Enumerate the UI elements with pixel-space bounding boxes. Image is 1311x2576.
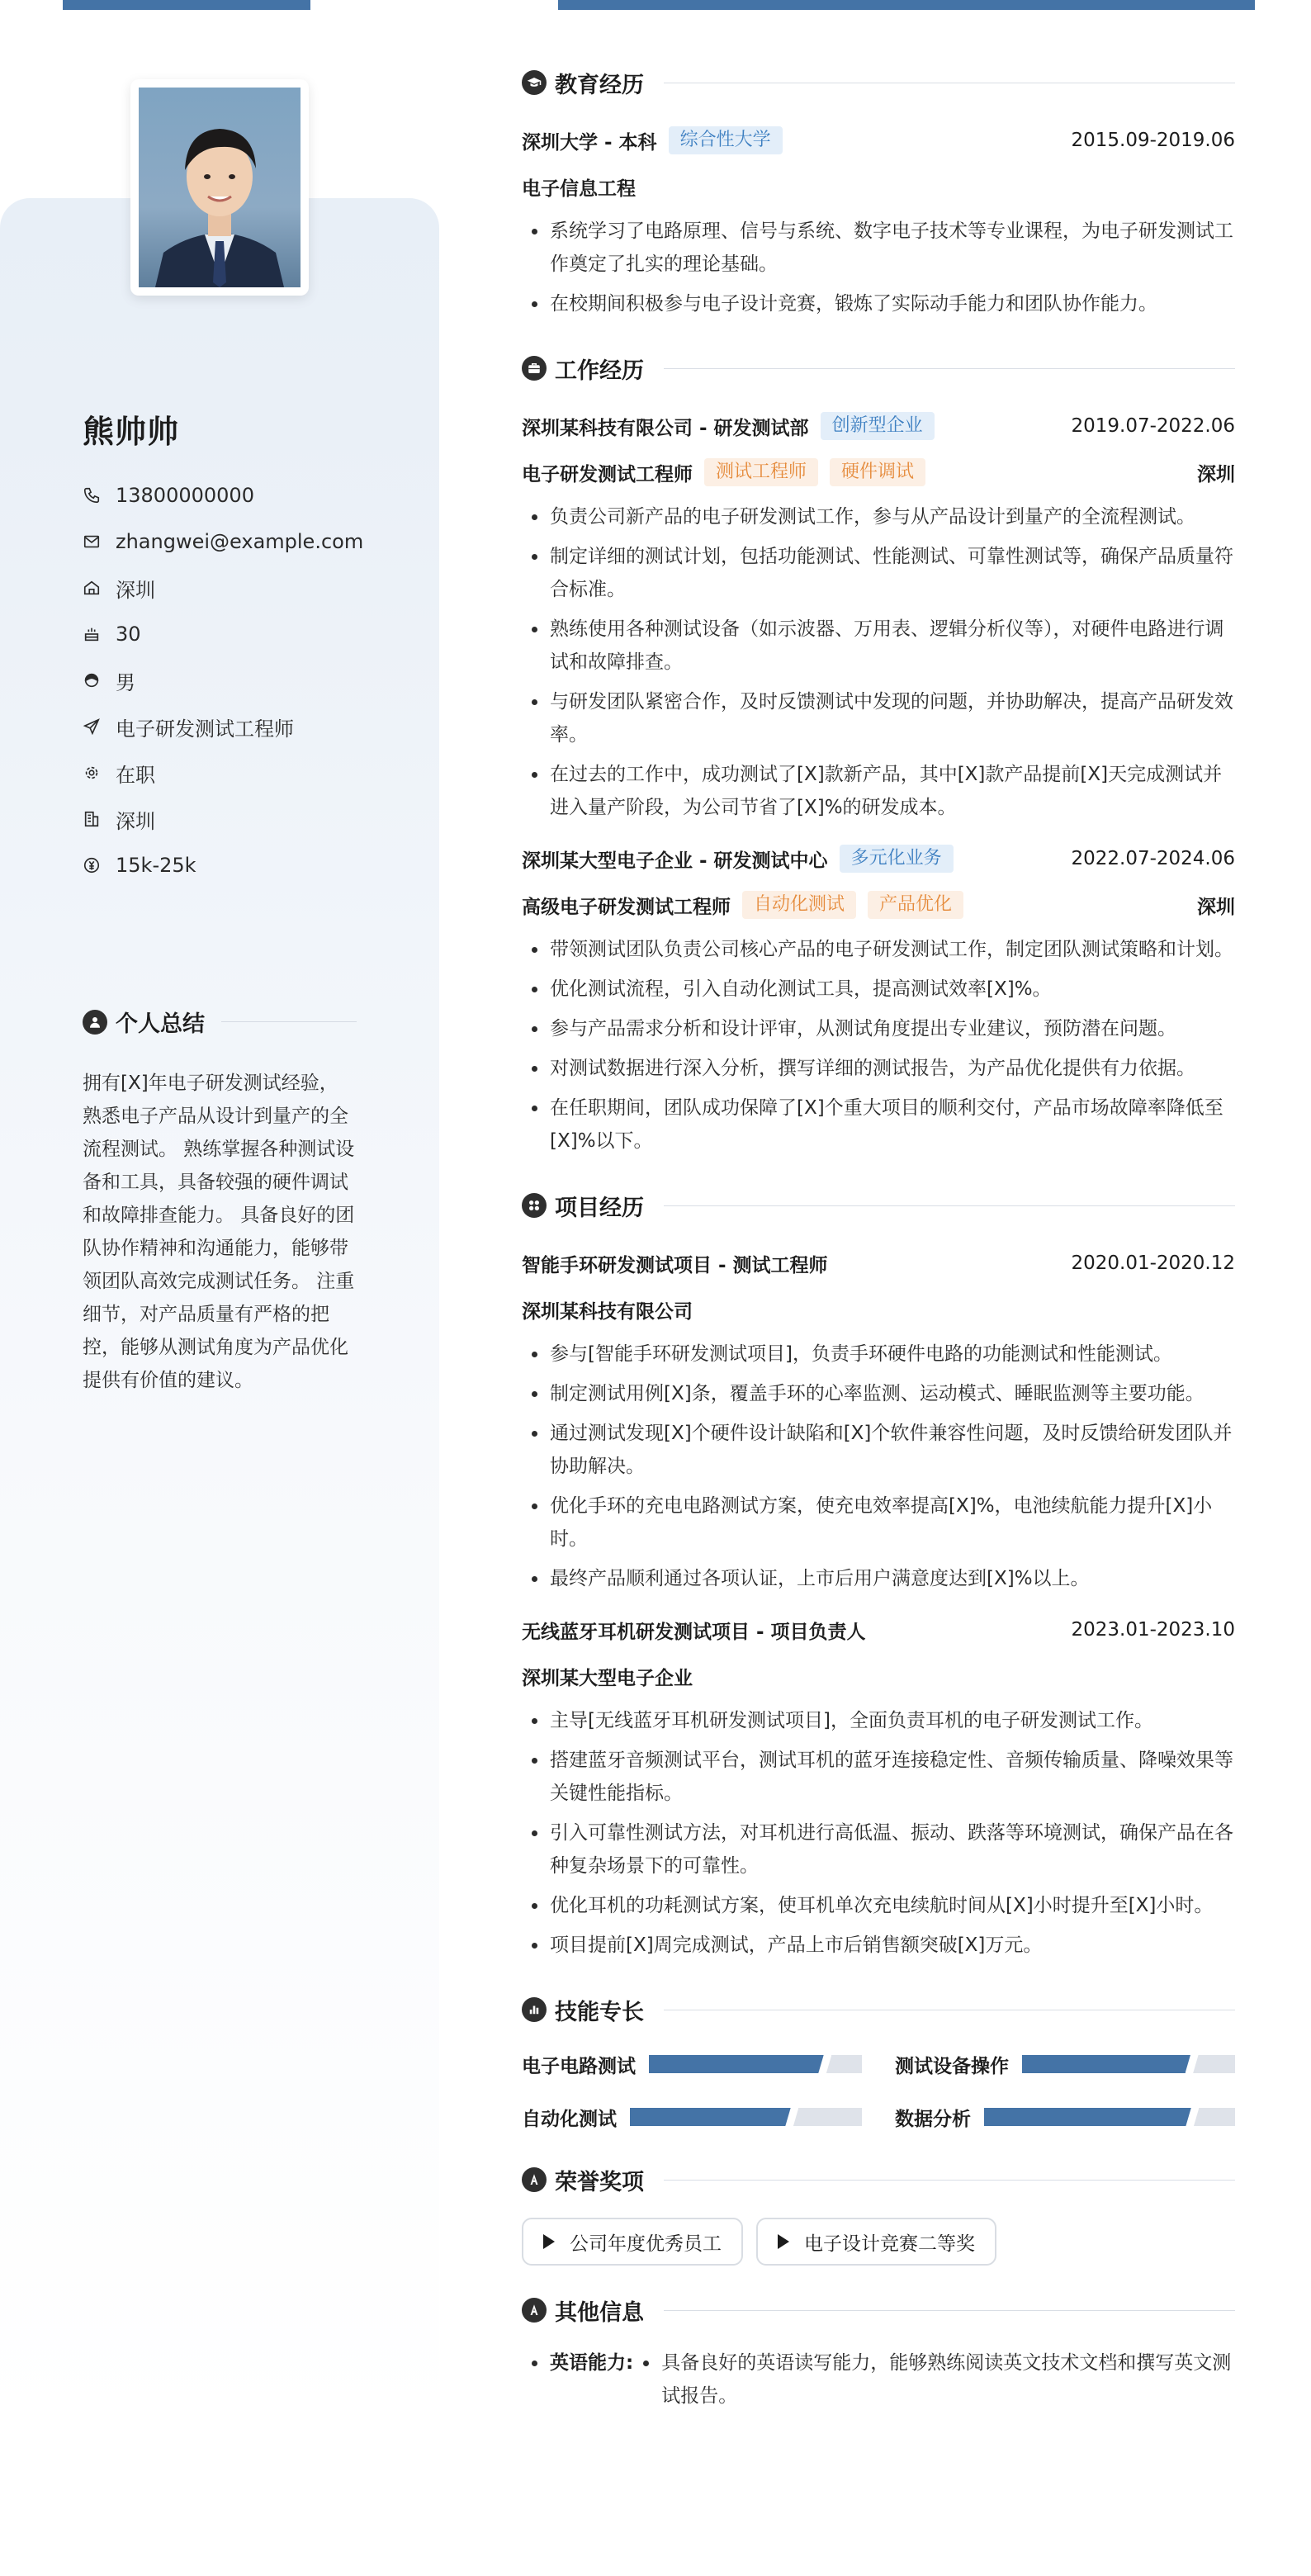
work-title: 工作经历 — [555, 358, 644, 384]
work-bullets — [522, 933, 1235, 1158]
list-item: 带领测试团队负责公司核心产品的电子研发测试工作，制定团队测试策略和计划。 — [522, 933, 1235, 966]
list-item: 参与产品需求分析和设计评审，从测试角度提出专业建议，预防潜在问题。 — [522, 1012, 1235, 1045]
list-item: 在任职期间，团队成功保障了[X]个重大项目的顺利交付，产品市场故障率降低至[X]%以下。 — [522, 1091, 1235, 1158]
grid-icon — [522, 1193, 547, 1218]
other-value: 具备良好的英语读写能力，能够熟练阅读英文技术文档和撰写英文测试报告。 — [633, 2346, 1235, 2413]
cake-icon — [83, 625, 101, 643]
list-item: 负责公司新产品的电子研发测试工作，参与从产品设计到量产的全流程测试。 — [522, 500, 1235, 533]
skills-heading — [522, 1990, 1235, 2029]
work-city: 深圳 — [1197, 896, 1235, 918]
project-item — [522, 1607, 1235, 1962]
target-city: 深圳 — [116, 809, 155, 833]
send-icon — [83, 717, 101, 736]
city-row — [83, 796, 363, 842]
role-row — [522, 882, 1235, 928]
skill-bar — [984, 2108, 1235, 2126]
skill-name: 电子电路测试 — [522, 2055, 636, 2077]
project-item — [522, 1240, 1235, 1595]
company-tag: 创新型企业 — [821, 412, 935, 440]
employment-status: 在职 — [116, 763, 155, 787]
list-item: 与研发团队紧密合作，及时反馈测试中发现的问题，并协助解决，提高产品研发效率。 — [522, 685, 1235, 751]
awards-list — [522, 2218, 1235, 2266]
list-item: 优化耳机的功耗测试方案，使耳机单次充电续航时间从[X]小时提升至[X]小时。 — [522, 1889, 1235, 1922]
project-date: 2020.01-2020.12 — [1071, 1252, 1235, 1274]
project-name: 智能手环研发测试项目 - 测试工程师 — [522, 1254, 828, 1276]
school-name: 深圳大学 - 本科 — [522, 131, 657, 154]
role-tag: 测试工程师 — [704, 458, 818, 486]
age-row — [83, 611, 363, 657]
project-header — [522, 1240, 1235, 1286]
skill-bar-fill — [649, 2055, 830, 2073]
email-address: zhangwei@example.com — [116, 530, 364, 553]
project-org: 深圳某大型电子企业 — [522, 1667, 693, 1689]
project-header — [522, 1607, 1235, 1653]
award-label: 公司年度优秀员工 — [570, 2233, 722, 2255]
list-item: 熟练使用各种测试设备（如示波器、万用表、逻辑分析仪等），对硬件电路进行调试和故障排查。 — [522, 613, 1235, 679]
project-org-row — [522, 1653, 1235, 1699]
skills-grid — [522, 2038, 1235, 2143]
skill-bar — [649, 2055, 862, 2073]
honors-title: 荣誉奖项 — [555, 2169, 644, 2195]
other-title: 其他信息 — [555, 2299, 644, 2326]
phone-row — [83, 472, 363, 519]
work-date: 2022.07-2024.06 — [1071, 848, 1235, 869]
play-icon — [778, 2234, 789, 2249]
list-item: 引入可靠性测试方法，对耳机进行高低温、振动、跌落等环境测试，确保产品在各种复杂场景下的可靠性。 — [522, 1816, 1235, 1882]
list-item: 主导[无线蓝牙耳机研发测试项目]，全面负责耳机的电子研发测试工作。 — [522, 1704, 1235, 1737]
skill-name: 数据分析 — [895, 2108, 971, 2130]
user-icon — [83, 1010, 107, 1035]
divider — [664, 368, 1235, 369]
list-item: 项目提前[X]周完成测试，产品上市后销售额突破[X]万元。 — [522, 1929, 1235, 1962]
education-title: 教育经历 — [555, 72, 644, 98]
skill-bar — [630, 2108, 862, 2126]
major-row — [522, 163, 1235, 210]
skill-item — [522, 2038, 862, 2091]
role-row — [522, 449, 1235, 495]
gender-icon — [83, 671, 101, 689]
mail-icon — [83, 533, 101, 551]
list-item: 优化手环的充电电路测试方案，使充电效率提高[X]%，电池续航能力提升[X]小时。 — [522, 1489, 1235, 1556]
list-item: 对测试数据进行深入分析，撰写详细的测试报告，为产品优化提供有力依据。 — [522, 1052, 1235, 1085]
summary-heading — [83, 1006, 357, 1038]
other-heading — [522, 2290, 1235, 2330]
role-title: 电子研发测试工程师 — [522, 463, 693, 485]
honors-heading — [522, 2160, 1235, 2200]
list-item: 制定详细的测试计划，包括功能测试、性能测试、可靠性测试等，确保产品质量符合标准。 — [522, 540, 1235, 606]
gender-row — [83, 657, 363, 703]
gender: 男 — [116, 670, 135, 694]
skill-bar — [1022, 2055, 1235, 2073]
bar-chart-icon — [522, 1997, 547, 2022]
yuan-icon — [83, 856, 101, 874]
skill-name: 测试设备操作 — [895, 2055, 1009, 2077]
other-item — [522, 2346, 1235, 2413]
company-name: 深圳某科技有限公司 - 研发测试部 — [522, 417, 809, 439]
skill-item — [895, 2091, 1235, 2143]
skill-bar-fill — [984, 2108, 1197, 2126]
projects-heading — [522, 1186, 1235, 1225]
briefcase-icon — [522, 356, 547, 381]
building-icon — [83, 810, 101, 828]
top-accent-bar-left — [63, 0, 310, 10]
work-item — [522, 403, 1235, 824]
email-row — [83, 519, 363, 565]
project-bullets — [522, 1338, 1235, 1595]
school-tag: 综合性大学 — [669, 126, 783, 154]
divider — [664, 2310, 1235, 2311]
list-item: 最终产品顺利通过各项认证，上市后用户满意度达到[X]%以上。 — [522, 1562, 1235, 1595]
company-name: 深圳某大型电子企业 - 研发测试中心 — [522, 850, 828, 872]
skill-item — [895, 2038, 1235, 2091]
project-org-row — [522, 1286, 1235, 1333]
projects-title: 项目经历 — [555, 1195, 644, 1221]
project-org: 深圳某科技有限公司 — [522, 1300, 693, 1323]
phone-number: 13800000000 — [116, 484, 254, 507]
salary-row — [83, 842, 363, 888]
major: 电子信息工程 — [522, 178, 636, 200]
work-bullets — [522, 500, 1235, 824]
list-item: 优化测试流程，引入自动化测试工具，提高测试效率[X]%。 — [522, 973, 1235, 1006]
work-item — [522, 836, 1235, 1158]
education-item — [522, 117, 1235, 320]
skill-name: 自动化测试 — [522, 2108, 617, 2130]
divider — [664, 1205, 1235, 1206]
other-label: 英语能力: — [522, 2346, 633, 2379]
role-tag: 硬件调试 — [830, 458, 925, 486]
phone-icon — [83, 486, 101, 504]
work-header — [522, 403, 1235, 449]
divider — [221, 1021, 357, 1022]
award-chip — [522, 2218, 743, 2266]
contact-info — [83, 472, 363, 888]
play-icon — [543, 2234, 555, 2249]
work-city: 深圳 — [1197, 463, 1235, 485]
education-header — [522, 117, 1235, 163]
location-row — [83, 565, 363, 611]
portrait-illustration — [139, 88, 301, 287]
education-date: 2015.09-2019.06 — [1071, 130, 1235, 151]
list-item: 通过测试发现[X]个硬件设计缺陷和[X]个软件兼容性问题，及时反馈给研发团队并协助解决。 — [522, 1417, 1235, 1483]
status-row — [83, 750, 363, 796]
list-item: 在过去的工作中，成功测试了[X]款新产品，其中[X]款产品提前[X]天完成测试并进入量产阶段，为公司节省了[X]%的研发成本。 — [522, 758, 1235, 824]
profile-photo — [139, 88, 301, 287]
skill-item — [522, 2091, 862, 2143]
location: 深圳 — [116, 578, 155, 602]
project-name: 无线蓝牙耳机研发测试项目 - 项目负责人 — [522, 1621, 866, 1643]
education-bullets — [522, 215, 1235, 320]
summary-title: 个人总结 — [116, 1011, 205, 1037]
status-icon — [83, 764, 101, 782]
candidate-name: 熊帅帅 — [83, 414, 180, 450]
top-accent-bar-right — [558, 0, 1255, 10]
age: 30 — [116, 623, 141, 646]
education-heading — [522, 63, 1235, 102]
role-tag: 产品优化 — [868, 891, 963, 919]
home-icon — [83, 579, 101, 597]
work-date: 2019.07-2022.06 — [1071, 415, 1235, 437]
project-bullets — [522, 1704, 1235, 1962]
graduation-cap-icon — [522, 70, 547, 95]
skill-bar-fill — [1022, 2055, 1197, 2073]
list-item: 制定测试用例[X]条，覆盖手环的心率监测、运动模式、睡眠监测等主要功能。 — [522, 1377, 1235, 1410]
role-tag: 自动化测试 — [742, 891, 856, 919]
award-icon — [522, 2167, 547, 2192]
position-row — [83, 703, 363, 750]
avatar — [130, 79, 309, 296]
expected-salary: 15k-25k — [116, 854, 196, 877]
list-item: 搭建蓝牙音频测试平台，测试耳机的蓝牙连接稳定性、音频传输质量、降噪效果等关键性能指标。 — [522, 1744, 1235, 1810]
list-item: 在校期间积极参与电子设计竞赛，锻炼了实际动手能力和团队协作能力。 — [522, 287, 1235, 320]
skills-title: 技能专长 — [555, 1999, 644, 2025]
main-content — [522, 63, 1235, 2413]
divider — [664, 2180, 1235, 2181]
award-label: 电子设计竞赛二等奖 — [804, 2233, 975, 2255]
project-date: 2023.01-2023.10 — [1071, 1619, 1235, 1641]
work-header — [522, 836, 1235, 882]
role-title: 高级电子研发测试工程师 — [522, 896, 731, 918]
award-chip — [756, 2218, 996, 2266]
summary-text: 拥有[X]年电子研发测试经验，熟悉电子产品从设计到量产的全流程测试。 熟练掌握各种测试设备和工具，具备较强的硬件调试和故障排查能力。 具备良好的团队协作精神和沟通能力，能够带领团队高效完成测试任务。 注重细节，对产品质量有严格的把控，能够从测试角度为产品优化提供有价值的建议。 — [83, 1073, 355, 1391]
list-item: 系统学习了电路原理、信号与系统、数字电子技术等专业课程，为电子研发测试工作奠定了扎实的理论基础。 — [522, 215, 1235, 281]
company-tag: 多元化业务 — [840, 845, 954, 873]
info-icon — [522, 2298, 547, 2323]
target-position: 电子研发测试工程师 — [116, 717, 294, 741]
skill-bar-fill — [630, 2108, 797, 2126]
list-item: 参与[智能手环研发测试项目]，负责手环硬件电路的功能测试和性能测试。 — [522, 1338, 1235, 1371]
work-heading — [522, 348, 1235, 388]
